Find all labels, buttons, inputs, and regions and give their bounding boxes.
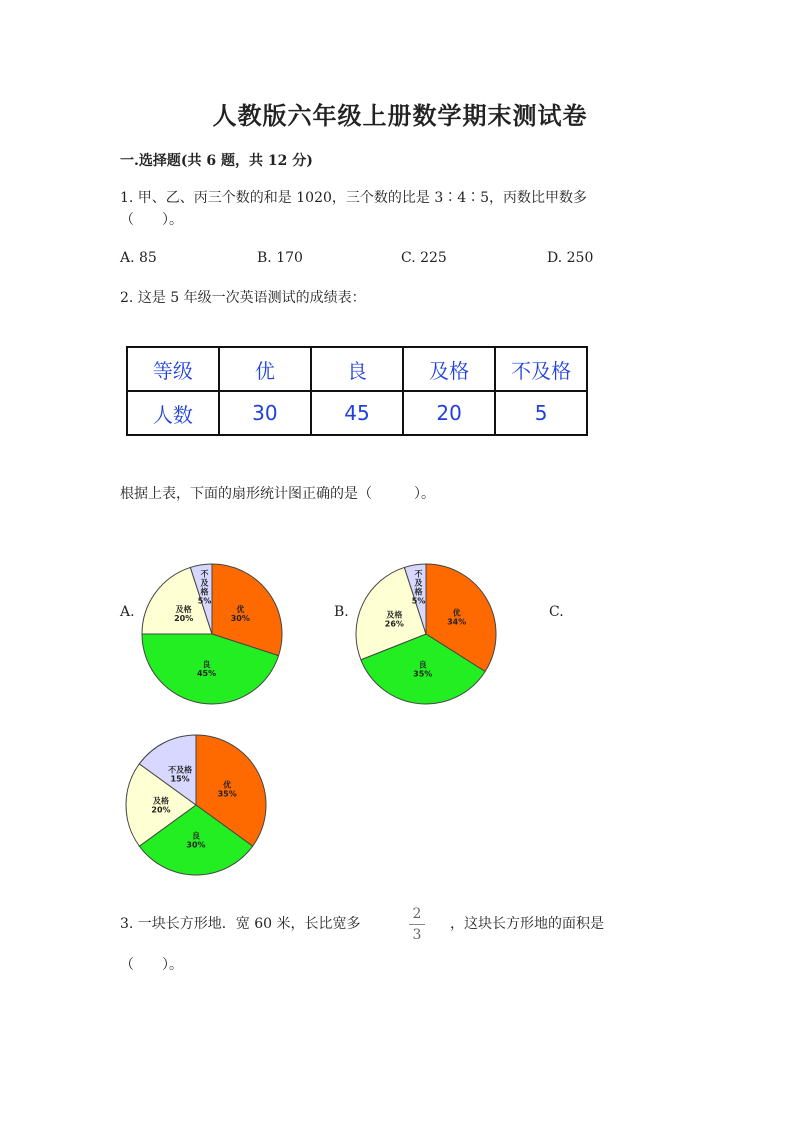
slice-percent-label: 35%: [413, 669, 433, 679]
q1-option-d[interactable]: D. 250: [547, 250, 594, 266]
table-cell: 5: [495, 391, 587, 435]
slice-percent-label: 45%: [196, 669, 217, 679]
q2-prompt: 根据上表，下面的扇形统计图正确的是（ ）。: [120, 486, 435, 502]
slice-category-label: 良: [418, 660, 427, 670]
slice-percent-label: 30%: [186, 840, 206, 850]
slice-percent-label: 5%: [411, 596, 426, 606]
slice-category-label: 格: [200, 587, 209, 597]
table-cell: 30: [219, 391, 311, 435]
q3-stem-part1: 3. 一块长方形地．宽 60 米，长比宽多: [120, 916, 361, 932]
slice-category-label: 及: [200, 578, 209, 588]
slice-category-label: 良: [192, 831, 200, 841]
page-title: 人教版六年级上册数学期末测试卷: [212, 101, 588, 130]
slice-category-label: 优: [223, 780, 232, 790]
q1-stem-line1: 1. 甲、乙、丙三个数的和是 1020，三个数的比是 3∶4∶5，丙数比甲数多: [120, 190, 588, 206]
table-row: [127, 391, 587, 435]
pie-chart-b[interactable]: [354, 562, 499, 711]
q1-stem-line2: （ ）。: [120, 212, 183, 228]
q2-option-c-label[interactable]: C.: [549, 604, 564, 620]
slice-category-label: 及格: [153, 796, 169, 806]
slice-percent-label: 20%: [151, 805, 171, 815]
slice-percent-label: 5%: [197, 596, 212, 606]
slice-percent-label: 20%: [174, 613, 194, 623]
pie-c-svg: [124, 733, 269, 878]
q2-option-a-label[interactable]: A.: [120, 604, 135, 620]
slice-category-label: 及格: [386, 610, 403, 620]
pie-a-svg: [140, 562, 285, 707]
q3-stem-line2: （ ）。: [120, 957, 183, 973]
slice-percent-label: 34%: [447, 617, 467, 627]
q3-fraction: [409, 906, 425, 943]
slice-percent-label: 30%: [230, 613, 250, 623]
slice-category-label: 及格: [175, 604, 192, 614]
slice-category-label: 格: [414, 587, 423, 597]
slice-category-label: 及: [414, 578, 423, 588]
slice-percent-label: 35%: [217, 789, 237, 799]
table-cell: 45: [311, 391, 403, 435]
table-cell: 20: [403, 391, 495, 435]
slice-percent-label: 26%: [384, 619, 404, 629]
slice-percent-label: 15%: [170, 774, 190, 784]
pie-b-svg: [354, 562, 499, 707]
slice-category-label: 不: [414, 569, 423, 579]
section-heading: 一.选择题(共 6 题，共 12 分): [120, 153, 313, 169]
table-cell: 良: [311, 347, 403, 391]
q3-stem-part2: ，这块长方形地的面积是: [450, 916, 604, 932]
fraction-denominator: 3: [412, 927, 422, 943]
q2-stem: 2. 这是 5 年级一次英语测试的成绩表：: [120, 290, 366, 306]
pie-chart-a[interactable]: [140, 562, 285, 711]
table-cell: 优: [219, 347, 311, 391]
slice-category-label: 优: [236, 604, 245, 614]
slice-category-label: 不及格: [168, 765, 193, 775]
fraction-numerator: 2: [412, 906, 422, 922]
slice-category-label: 优: [452, 608, 461, 618]
pie-chart-c[interactable]: [124, 733, 269, 882]
q1-option-a[interactable]: A. 85: [120, 250, 157, 266]
slice-category-label: 良: [202, 660, 211, 670]
table-cell: 及格: [403, 347, 495, 391]
table-cell: 不及格: [495, 347, 587, 391]
table-cell: 等级: [127, 347, 219, 391]
fraction-bar: [409, 924, 425, 925]
slice-category-label: 不: [200, 569, 209, 579]
q2-option-b-label[interactable]: B.: [334, 604, 349, 620]
q1-option-b[interactable]: B. 170: [257, 250, 303, 266]
table-cell: 人数: [127, 391, 219, 435]
grade-table: [126, 346, 588, 436]
table-row: [127, 347, 587, 391]
q1-option-c[interactable]: C. 225: [401, 250, 447, 266]
